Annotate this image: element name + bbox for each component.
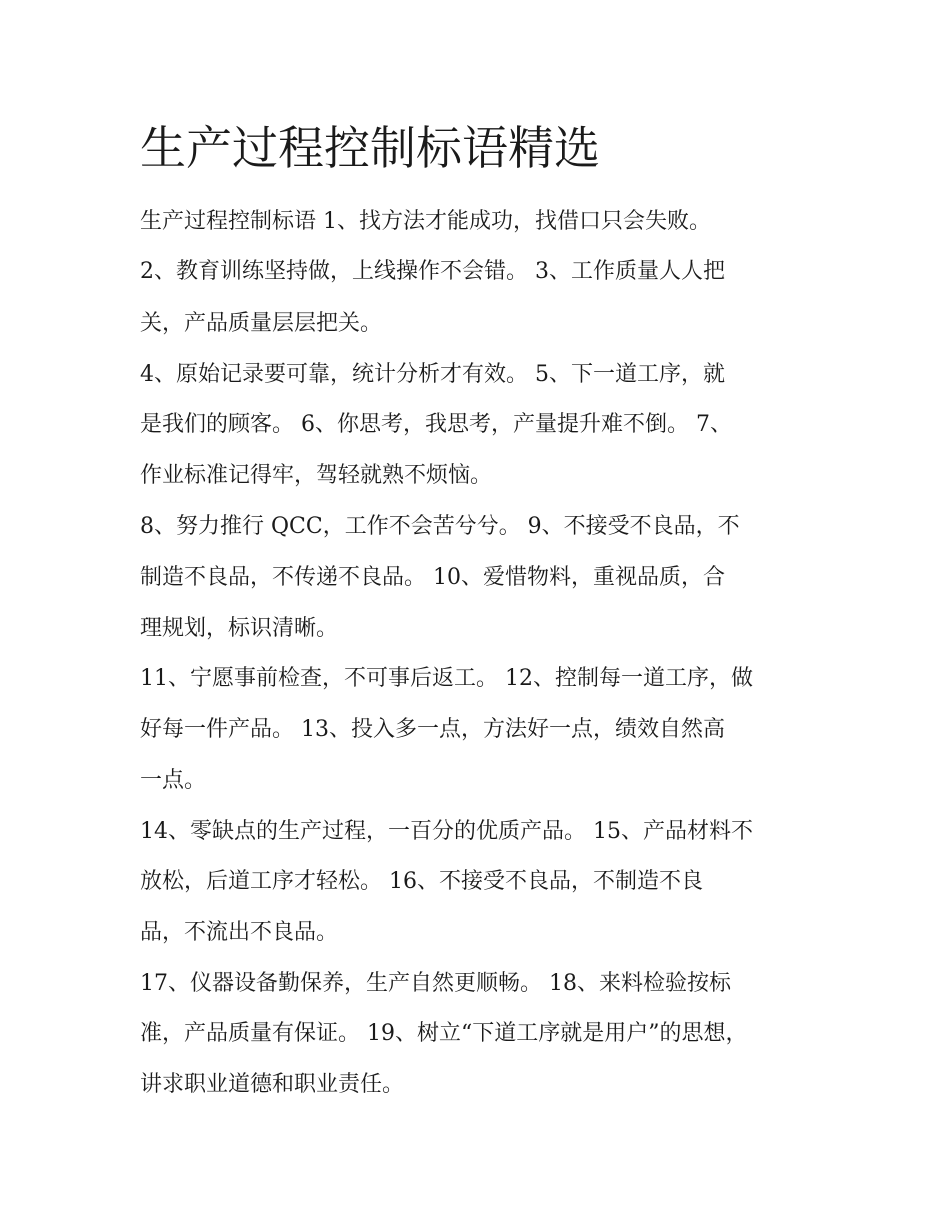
text-line-2: 2、教育训练坚持做，上线操作不会错。 3、工作质量人人把 [140,259,725,284]
text-line-13: 14、零缺点的生产过程，一百分的优质产品。 15、产品材料不 [140,819,753,844]
text-line-1: 生产过程控制标语 1、找方法才能成功，找借口只会失败。 [140,209,711,234]
text-line-8: 制造不良品，不传递不良品。 10、爱惜物料，重视品质，合 [140,565,725,590]
text-line-3: 关，产品质量层层把关。 [140,311,383,336]
document-title: 生产过程控制标语精选 [140,121,600,175]
text-line-4: 4、原始记录要可靠，统计分析才有效。 5、下一道工序，就 [140,362,725,387]
text-line-12: 一点。 [140,768,207,793]
text-line-16: 17、仪器设备勤保养，生产自然更顺畅。 18、来料检验按标 [140,971,731,996]
text-line-6: 作业标准记得牢，驾轻就熟不烦恼。 [140,463,493,488]
text-line-7: 8、努力推行 QCC，工作不会苦兮兮。 9、不接受不良品，不 [140,514,740,539]
text-line-17: 准，产品质量有保证。 19、树立“下道工序就是用户”的思想， [140,1021,748,1046]
text-line-11: 好每一件产品。 13、投入多一点，方法好一点，绩效自然高 [140,717,725,742]
text-line-18: 讲求职业道德和职业责任。 [140,1072,405,1097]
text-line-14: 放松，后道工序才轻松。 16、不接受不良品，不制造不良 [140,869,703,894]
text-line-10: 11、宁愿事前检查，不可事后返工。 12、控制每一道工序，做 [140,666,753,691]
text-line-15: 品，不流出不良品。 [140,920,339,945]
text-line-9: 理规划，标识清晰。 [140,616,339,641]
text-line-5: 是我们的顾客。 6、你思考，我思考，产量提升难不倒。 7、 [140,412,732,437]
